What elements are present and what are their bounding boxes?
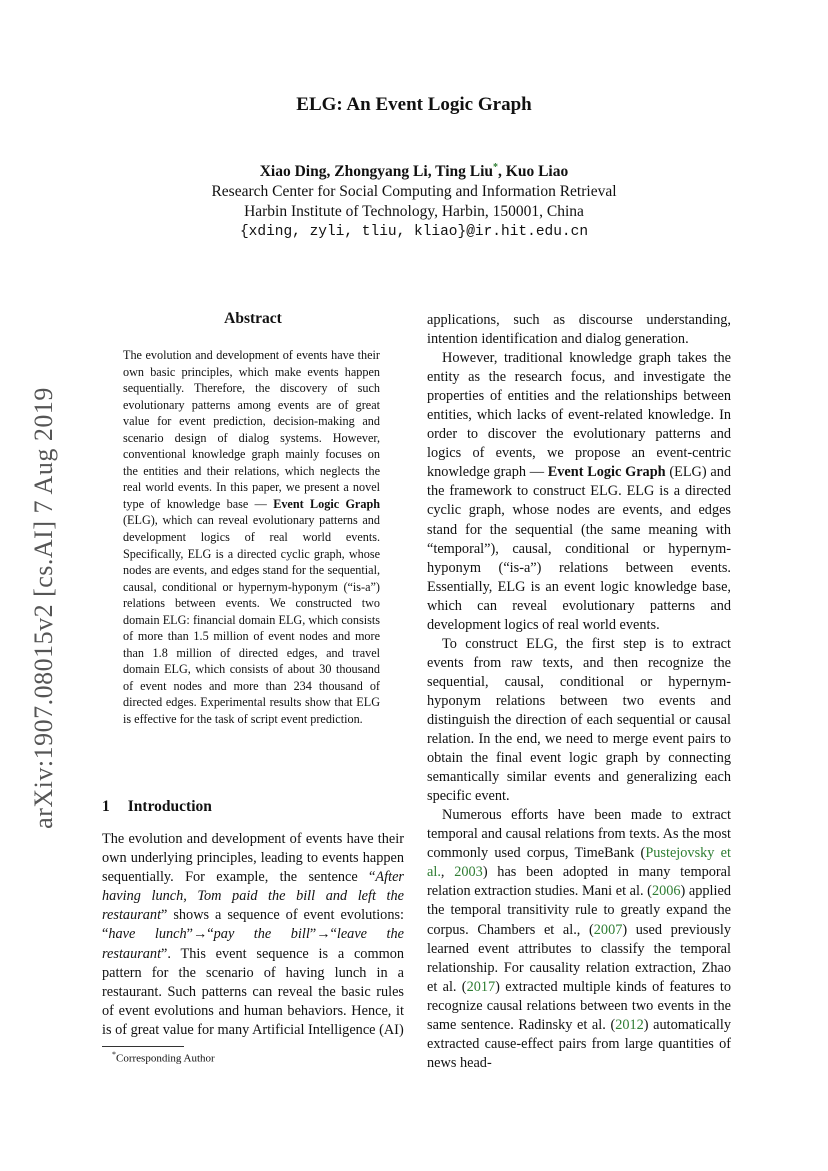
bold-term: Event Logic Graph	[547, 464, 666, 481]
citation-link[interactable]: 2012	[615, 1016, 644, 1033]
citation-link[interactable]: 2006	[651, 883, 681, 900]
paragraph-text: Numerous efforts have been made to extract temporal and causal relations from texts. As the most commonly used corpus, TimeBank (	[427, 807, 731, 862]
abstract-body	[123, 347, 380, 728]
footnote-divider	[102, 1046, 184, 1047]
paragraph-text: ) extracted multiple kinds of features to recognize causal relations between two events in the same sentence. Radinsky et al. (	[427, 978, 732, 1033]
author-names-part2: , Kuo Liao	[498, 163, 569, 181]
abstract-bold-term: Event Logic Graph	[273, 496, 380, 511]
paragraph	[427, 806, 731, 1073]
paragraph: To construct ELG, the first step is to extract events from raw texts, and then recognize the sequential, causal, conditional or hypernym-hyponym relations between two events and distinguish the direction of each sequential or causal relation. In the end, we need to merge event pairs to obtain the final event logic graph by connecting semantically similar events and generalizing each specific event.	[427, 635, 731, 805]
citation-link[interactable]: 2007	[593, 921, 623, 938]
arxiv-stamp-text: arXiv:1907.08015v2 [cs.AI] 7 Aug 2019	[29, 387, 58, 829]
intro-text: ” shows a sequence of event evolutions: “	[102, 907, 404, 943]
section-number: 1	[102, 798, 110, 815]
paragraph-text: (ELG) and the framework to construct ELG. ELG is a directed cyclic graph, whose nodes are events, and edges stand for the sequential (the same meaning with “temporal”), causal, conditional or hypernym-hyponym (“is-a”) relations between events. Essentially, ELG is an event logic knowledge base, which can reveal evolutionary patterns and development logics of real world events.	[427, 464, 732, 633]
paragraph-text: ) used previously learned event attributes to classify the temporal relationship. For causality relation extraction, Zhao et al. (	[427, 921, 731, 995]
author-names-part1: Xiao Ding, Zhongyang Li, Ting Liu	[259, 163, 494, 181]
right-column	[427, 311, 731, 1073]
paragraph: applications, such as discourse understanding, intention identification and dialog generation.	[427, 312, 731, 348]
section-title: Introduction	[127, 798, 212, 815]
footnote-mark: *	[112, 1050, 116, 1059]
paragraph-text: However, traditional knowledge graph takes the entity as the research focus, and investigate the properties of entities and the relationships between entities, which lacks of event-related knowledge. In order to discover the evolutionary patterns and logics of events, we propose an event-centric knowledge graph —	[427, 350, 731, 481]
intro-italic: have lunch	[108, 926, 187, 943]
corresponding-author-mark: *	[493, 162, 499, 173]
paragraph-text: ,	[440, 864, 455, 881]
paragraph	[427, 349, 731, 635]
author-block	[0, 158, 828, 242]
footnote	[112, 1050, 215, 1065]
arxiv-stamp	[24, 374, 64, 842]
intro-text: The evolution and development of events have their own underlying principles, leading to events happen sequentially. For example, the sentence “	[102, 831, 404, 886]
abstract-heading: Abstract	[224, 310, 282, 327]
footnote-text: Corresponding Author	[116, 1052, 215, 1065]
introduction-paragraph	[102, 830, 404, 1040]
author-names	[0, 158, 828, 182]
paragraph-text: ) applied the temporal transitivity rule to greatly expand the corpus. Chambers et al., (	[427, 883, 731, 938]
intro-italic: After having lunch, Tom paid the bill and left the restaurant	[102, 869, 404, 924]
intro-text: ”→“	[186, 926, 214, 943]
affiliation-line-1: Research Center for Social Computing and Information Retrieval	[211, 183, 617, 201]
abstract-text-1: The evolution and development of events have their own basic principles, which make events happen sequentially. Therefore, the discovery of such evolutionary patterns among events are of great value for event prediction, decision-making and scenario design of dialog systems. However, conventional knowledge graph mainly focuses on the entities and their relations, which neglects the real world events. In this paper, we present a novel type of knowledge base —	[123, 348, 380, 511]
section-heading-introduction	[102, 798, 212, 816]
paragraph-text: ) has been adopted in many temporal relation extraction studies. Mani et al. (	[427, 864, 731, 900]
paragraph-text: ) automatically extracted cause-effect pairs from large quantities of news head-	[427, 1016, 731, 1071]
citation-link[interactable]: 2003	[454, 864, 483, 881]
citation-link[interactable]: 2017	[466, 978, 496, 995]
citation-link[interactable]: Pustejovsky et al.	[427, 845, 731, 881]
abstract-text-2: (ELG), which can reveal evolutionary patterns and development logics of real world events. Specifically, ELG is a directed cyclic graph, whose nodes are events, and edges stand for the sequential, causal, conditional or hypernym-hyponym (“is-a”) relations between events. We constructed two domain ELG: financial domain ELG, which consists of more than 1.5 million of event nodes and more than 1.8 million of directed edges, and travel domain ELG, which consists of about 30 thousand of event nodes and more than 234 thousand of directed edges. Experimental results show that ELG is effective for the task of script event prediction.	[123, 513, 380, 727]
intro-italic: leave the restaurant	[102, 926, 405, 962]
affiliation-line-2: Harbin Institute of Technology, Harbin, 150001, China	[244, 203, 584, 221]
intro-text: ”. This event sequence is a common pattern for the scenario of having lunch in a restaurant. Such patterns can reveal the basic rules of event evolutions and human behaviors. Hence, it is of great value for many Artificial Intelligence (AI)	[102, 945, 404, 1038]
author-emails: {xding, zyli, tliu, kliao}@ir.hit.edu.cn	[239, 224, 589, 241]
paper-title: ELG: An Event Logic Graph	[296, 94, 532, 115]
intro-italic: pay the bill	[213, 926, 310, 943]
intro-text: ”→“	[309, 926, 337, 943]
